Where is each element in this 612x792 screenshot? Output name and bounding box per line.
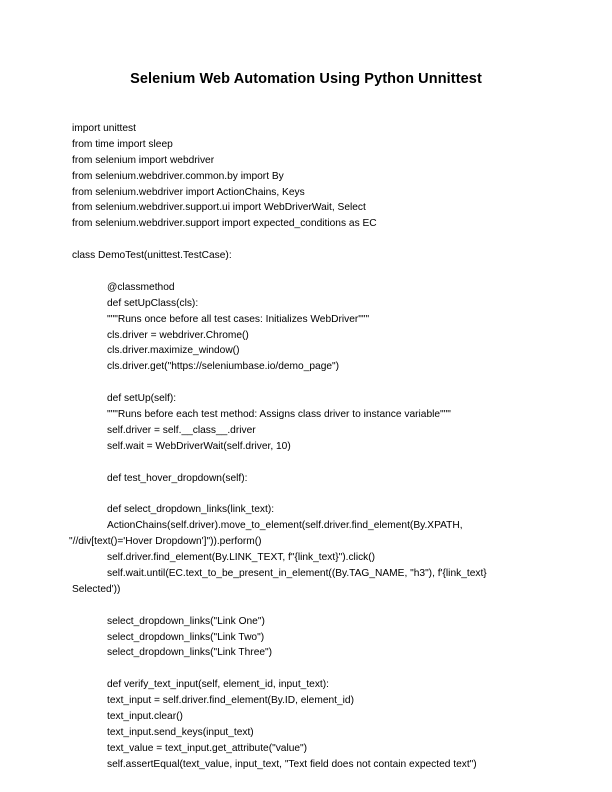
code-line: select_dropdown_links("Link Three") — [107, 647, 273, 659]
page-title: Selenium Web Automation Using Python Unnittest — [130, 71, 482, 87]
code-line: @classmethod — [107, 281, 175, 293]
code-line: """Runs before each test method: Assigns class driver to instance variable""" — [107, 409, 451, 421]
code-line: from time import sleep — [72, 138, 173, 150]
code-line: cls.driver.maximize_window() — [107, 345, 240, 357]
blank-line — [72, 264, 542, 280]
blank-line — [72, 375, 542, 391]
code-line: cls.driver.get("https://seleniumbase.io/demo_page") — [107, 361, 340, 373]
code-line: text_input.clear() — [107, 710, 183, 722]
code-line: text_input = self.driver.find_element(By.ID, element_id) — [107, 695, 354, 707]
code-line-wrap: "//div[text()='Hover Dropdown']")).perform() — [69, 536, 262, 548]
code-line: cls.driver = webdriver.Chrome() — [107, 329, 249, 341]
code-line: ActionChains(self.driver).move_to_element(self.driver.find_element(By.XPATH, — [107, 520, 463, 532]
code-line: def select_dropdown_links(link_text): — [107, 504, 275, 516]
code-line: def setUp(self): — [107, 393, 177, 405]
blank-line — [72, 486, 542, 502]
code-line: import unittest — [72, 123, 136, 134]
code-line: text_input.send_keys(input_text) — [107, 726, 254, 738]
code-line: select_dropdown_links("Link One") — [107, 615, 265, 627]
code-line: class DemoTest(unittest.TestCase): — [72, 250, 232, 262]
code-line: def verify_text_input(self, element_id, input_text): — [107, 679, 329, 691]
code-line: def test_hover_dropdown(self): — [107, 472, 248, 484]
blank-line — [72, 232, 542, 248]
code-block — [69, 121, 542, 773]
code-line: self.driver.find_element(By.LINK_TEXT, f"{link_text}").click() — [107, 552, 376, 564]
code-line: self.wait.until(EC.text_to_be_present_in_element((By.TAG_NAME, "h3"), f'{link_text} — [107, 567, 487, 579]
code-line: from selenium import webdriver — [72, 154, 215, 166]
blank-line — [72, 598, 542, 614]
code-line-wrap: Selected')) — [72, 583, 121, 595]
code-line: from selenium.webdriver import ActionChains, Keys — [72, 186, 305, 198]
code-line: from selenium.webdriver.support.ui import WebDriverWait, Select — [72, 202, 366, 214]
code-line: from selenium.webdriver.common.by import By — [72, 170, 284, 182]
blank-line — [72, 661, 542, 677]
code-line: from selenium.webdriver.support import expected_conditions as EC — [72, 218, 377, 230]
code-line: self.wait = WebDriverWait(self.driver, 10) — [107, 440, 291, 452]
code-line: select_dropdown_links("Link Two") — [107, 631, 265, 643]
code-line: def setUpClass(cls): — [107, 297, 199, 309]
blank-line — [72, 455, 542, 471]
code-line: text_value = text_input.get_attribute("value") — [107, 742, 308, 754]
code-line: """Runs once before all test cases: Initializes WebDriver""" — [107, 313, 370, 325]
code-line: self.assertEqual(text_value, input_text, "Text field does not contain expected text") — [107, 758, 477, 770]
code-line: self.driver = self.__class__.driver — [107, 424, 256, 436]
